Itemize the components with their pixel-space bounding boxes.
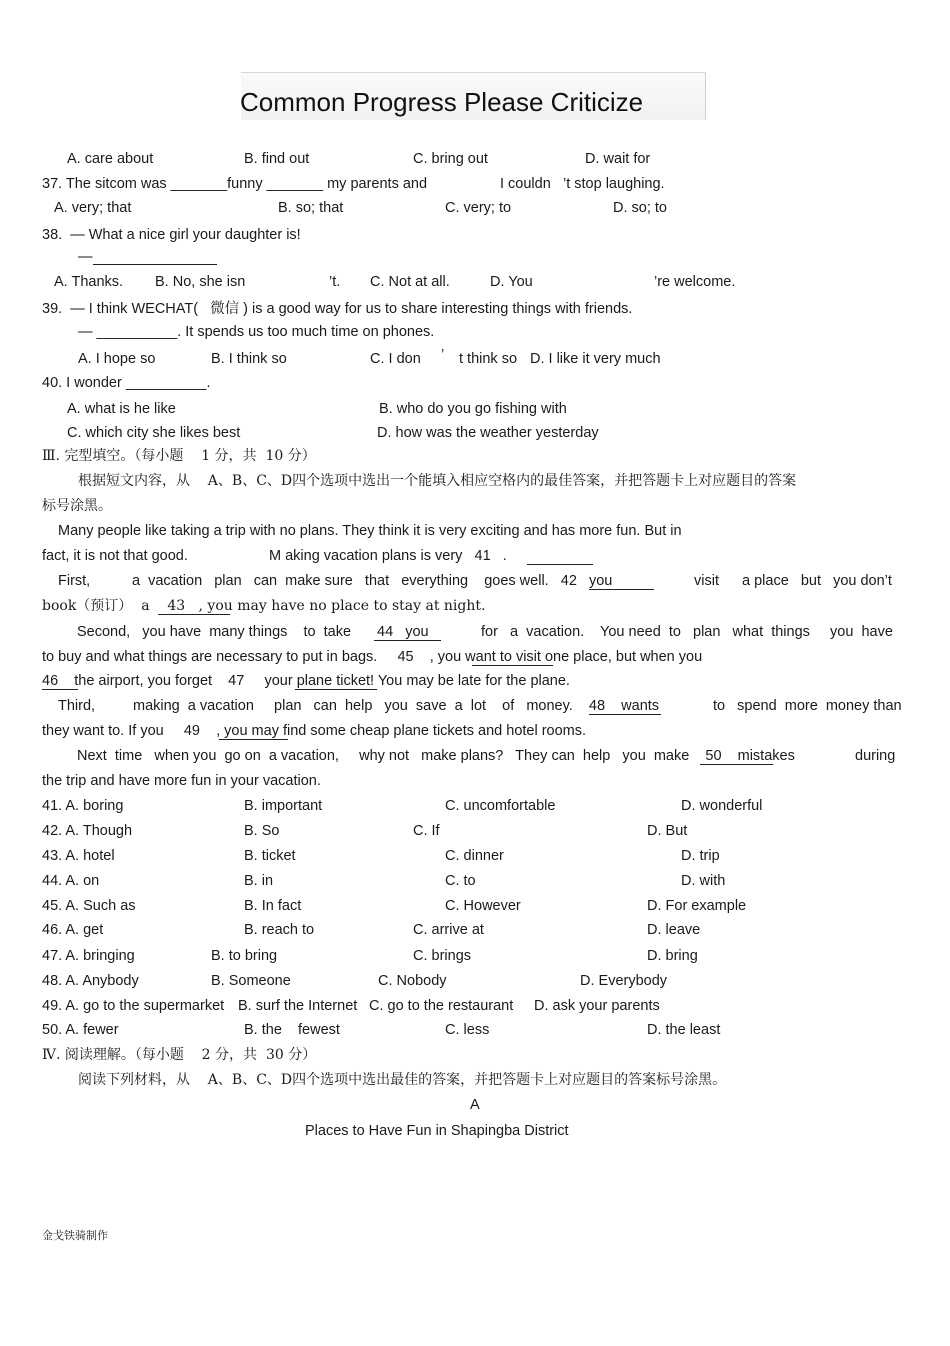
q50-option-c: C. less (445, 1022, 490, 1038)
passage-line-5c: for a vacation. You need to plan what things you have (481, 624, 893, 640)
passage-line-8c: to spend more money than (713, 698, 902, 714)
q39-stem: 39. — I think WECHAT( 微信 ) is a good way for us to share interesting things with friends. (42, 301, 633, 317)
q36-option-b: B. find out (244, 151, 310, 167)
q38-option-d: D. You (490, 274, 533, 290)
q37-option-b: B. so; that (278, 200, 344, 216)
q40-option-d: D. how was the weather yesterday (377, 425, 599, 441)
q37-option-a: A. very; that (54, 200, 132, 216)
passage-line-6: to buy and what things are necessary to put in bags. 45 , you want to visit one place, but when you (42, 649, 703, 665)
q45-option-b: B. In fact (244, 898, 302, 914)
q38-dash: — (78, 249, 93, 265)
passage-line-5b: 44 you (377, 624, 429, 640)
q40-stem: 40. I wonder __________. (42, 375, 211, 391)
blank-41-line (527, 564, 593, 565)
q39-option-b: B. I think so (211, 351, 287, 367)
q46-option-a: 46. A. get (42, 922, 104, 938)
q49-option-b: B. surf the Internet (238, 998, 358, 1014)
section-3-instruction-cont: 标号涂黑。 (42, 498, 112, 514)
q36-option-a: A. care about (67, 151, 154, 167)
section-3-instruction: 根据短文内容，从 A、B、C、D四个选项中选出一个能填入相应空格内的最佳答案，并把答题卡上对应题目的答案 (78, 473, 797, 489)
q47-option-d: D. bring (647, 948, 698, 964)
passage-line-7: 46 the airport, you forget 47 your plane ticket! You may be late for the plane. (42, 673, 570, 689)
q50-option-a: 50. A. fewer (42, 1022, 119, 1038)
q42-option-b: B. So (244, 823, 280, 839)
q41-option-d: D. wonderful (681, 798, 763, 814)
passage-a-title: Places to Have Fun in Shapingba District (305, 1123, 569, 1139)
q40-option-a: A. what is he like (67, 401, 176, 417)
footer-credit: 金戈铁骑制作 (42, 1229, 108, 1242)
q43-option-a: 43. A. hotel (42, 848, 115, 864)
q39-option-c: C. I don (370, 351, 421, 367)
q41-option-a: 41. A. boring (42, 798, 124, 814)
q37-stem-part3: ’t stop laughing. (563, 176, 665, 192)
passage-line-9: they want to. If you 49 , you may find some cheap plane tickets and hotel rooms. (42, 723, 587, 739)
q47-option-b: B. to bring (211, 948, 278, 964)
q38-option-d-tail: ’re welcome. (654, 274, 736, 290)
q39-option-c-apostrophe: ’ (441, 347, 445, 363)
section-4-title: Ⅳ. 阅读理解。（每小题 2 分，共 30 分） (42, 1047, 317, 1063)
q42-option-c: C. If (413, 823, 440, 839)
q49-option-a: 49. A. go to the supermarket (42, 998, 225, 1014)
q48-option-c: C. Nobody (378, 973, 447, 989)
q36-option-c: C. bring out (413, 151, 488, 167)
passage-line-3c: visit (694, 573, 719, 589)
q43-option-c: C. dinner (445, 848, 504, 864)
q45-option-a: 45. A. Such as (42, 898, 136, 914)
q48-option-d: D. Everybody (580, 973, 668, 989)
blank-42-line (589, 589, 654, 590)
q43-option-d: D. trip (681, 848, 720, 864)
q49-option-d: D. ask your parents (534, 998, 660, 1014)
blank-43-line (158, 614, 230, 615)
q39-option-c-tail: t think so (459, 351, 518, 367)
passage-line-2a: fact, it is not that good. (42, 548, 188, 564)
q46-option-b: B. reach to (244, 922, 315, 938)
q45-option-c: C. However (445, 898, 521, 914)
passage-line-3b: a vacation plan can make sure that everything goes well. 42 you (132, 573, 613, 589)
q37-option-c: C. very; to (445, 200, 512, 216)
q38-option-b-tail: ’t. (329, 274, 341, 290)
passage-line-1: Many people like taking a trip with no plans. They think it is very exciting and has more fun. But in (58, 523, 682, 539)
q39-response: — __________. It spends us too much time on phones. (78, 324, 435, 340)
blank-44-line (374, 640, 441, 641)
q50-option-b: B. the fewest (244, 1022, 340, 1038)
passage-line-10b: during (855, 748, 896, 764)
passage-line-11: the trip and have more fun in your vacation. (42, 773, 321, 789)
passage-a-label: A (470, 1097, 480, 1113)
q47-option-c: C. brings (413, 948, 472, 964)
blank-46-line (42, 689, 78, 690)
section-3-title: Ⅲ. 完型填空。（每小题 1 分，共 10 分） (42, 448, 316, 464)
q44-option-d: D. with (681, 873, 726, 889)
passage-line-2b: M aking vacation plans is very 41 . (269, 548, 507, 564)
q40-option-c: C. which city she likes best (67, 425, 241, 441)
passage-line-3a: First, (58, 573, 91, 589)
q39-option-d: D. I like it very much (530, 351, 661, 367)
q38-option-a: A. Thanks. (54, 274, 124, 290)
q37-option-d: D. so; to (613, 200, 667, 216)
q44-option-a: 44. A. on (42, 873, 100, 889)
q41-option-b: B. important (244, 798, 323, 814)
passage-line-4: book（预订） a 43 , you may have no place to stay at night. (42, 598, 486, 614)
q46-option-c: C. arrive at (413, 922, 484, 938)
blank-48-line (589, 714, 661, 715)
q38-option-c: C. Not at all. (370, 274, 450, 290)
q40-option-b: B. who do you go fishing with (379, 401, 567, 417)
section-4-instruction: 阅读下列材料，从 A、B、C、D四个选项中选出最佳的答案，并把答题卡上对应题目的答案标号涂黑。 (78, 1072, 727, 1088)
q38-answer-blank (93, 264, 217, 265)
q42-option-d: D. But (647, 823, 688, 839)
passage-line-3d: a place but you don’t (742, 573, 892, 589)
q38-stem: 38. — What a nice girl your daughter is! (42, 227, 301, 243)
q38-option-b: B. No, she isn (155, 274, 246, 290)
q42-option-a: 42. A. Though (42, 823, 133, 839)
passage-line-8b: making a vacation plan can help you save a lot of money. 48 wants (133, 698, 660, 714)
q43-option-b: B. ticket (244, 848, 296, 864)
q41-option-c: C. uncomfortable (445, 798, 556, 814)
passage-line-10a: Next time when you go on a vacation, why not make plans? They can help you make 50 mistakes (77, 748, 795, 764)
blank-50-line (700, 764, 773, 765)
q45-option-d: D. For example (647, 898, 747, 914)
blank-47-underline (295, 689, 377, 690)
passage-line-8a: Third, (58, 698, 96, 714)
q48-option-b: B. Someone (211, 973, 291, 989)
q37-stem-part2: I couldn (500, 176, 551, 192)
page-title: Common Progress Please Criticize (240, 87, 644, 117)
q39-option-a: A. I hope so (78, 351, 156, 367)
q50-option-d: D. the least (647, 1022, 721, 1038)
blank-49-underline (219, 739, 288, 740)
q37-stem: 37. The sitcom was _______funny _______ my parents and (42, 176, 428, 192)
q49-option-c: C. go to the restaurant (369, 998, 514, 1014)
q48-option-a: 48. A. Anybody (42, 973, 139, 989)
q46-option-d: D. leave (647, 922, 701, 938)
passage-line-5a: Second, you have many things to take (77, 624, 352, 640)
q36-option-d: D. wait for (585, 151, 651, 167)
q44-option-b: B. in (244, 873, 274, 889)
q44-option-c: C. to (445, 873, 476, 889)
blank-45-underline (472, 665, 553, 666)
q47-option-a: 47. A. bringing (42, 948, 135, 964)
